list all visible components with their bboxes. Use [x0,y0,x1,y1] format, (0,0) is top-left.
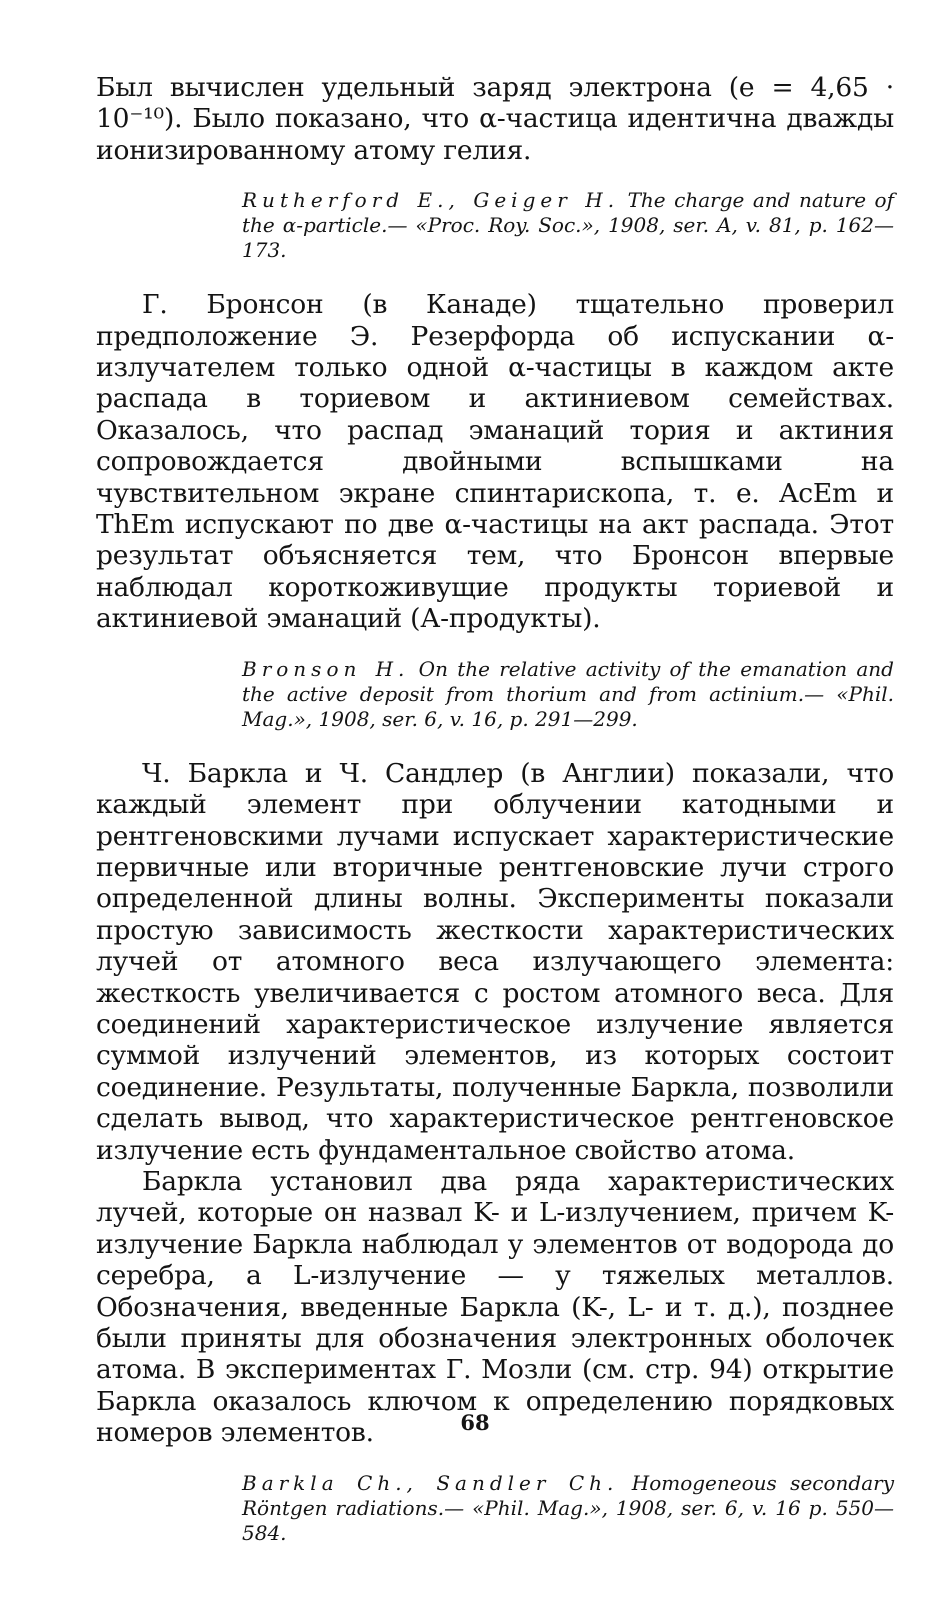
paragraph-2: Г. Бронсон (в Канаде) тщательно проверил предположение Э. Резерфорда об испускании α-излучателем только одной α-частицы в каждом акте распада в ториевом и актиниевом семействах. Оказалось, что распад эманаций тория и актиния сопровождается двойными вспышками на чувствительном экране спинтарископа, т. е. AcEm и ThEm испускают по две α-частицы на акт распада. Этот результат объясняется тем, что Бронсон впервые наблюдал короткоживущие продукты ториевой и актиниевой эманаций (А-продукты). [96,289,894,635]
reference-rutherford [242,188,894,263]
reference-text: The charge and nature of the α-particle.— «Proc. Roy. Soc.», 1908, ser. A, v. 81, p. 162—173. [242,188,894,263]
paragraph-4: Баркла установил два ряда характеристических лучей, которые он назвал K- и L-излучением, причем K-излучение Баркла наблюдал у элементов от водорода до серебра, а L-излучение — у тяжелых металлов. Обозначения, введенные Баркла (K-, L- и т. д.), позднее были приняты для обозначения электронных оболочек атома. В экспериментах Г. Мозли (см. стр. 94) открытие Баркла оказалось ключом к определению порядковых номеров элементов. [96,1165,894,1449]
reference-bronson [242,657,894,732]
reference-barkla [242,1471,894,1546]
reference-author: Barkla Ch., Sandler Ch. [242,1470,619,1495]
page-number: 68 [460,1410,490,1435]
reference-text: Homogeneous secondary Röntgen radiations.— «Phil. Mag.», 1908, ser. 6, v. 16 p. 550—584. [242,1470,894,1545]
reference-author: Rutherford E., Geiger H. [242,188,620,213]
reference-author: Bronson H. [242,656,410,681]
page-body [96,72,894,1546]
paragraph-3: Ч. Баркла и Ч. Сандлер (в Англии) показали, что каждый элемент при облучении катодными и рентгеновскими лучами испускает характеристические первичные или вторичные рентгеновские лучи строго определенной длины волны. Эксперименты показали простую зависимость жесткости характеристических лучей от атомного веса излучающего элемента: жесткость увеличивается с ростом атомного веса. Для соединений характеристическое излучение является суммой излучений элементов, из которых состоит соединение. Результаты, полученные Баркла, позволили сделать вывод, что характеристическое рентгеновское излучение есть фундаментальное свойство атома. [96,757,894,1166]
paragraph-1: Был вычислен удельный заряд электрона (e = 4,65 · 10⁻¹⁰). Было показано, что α-частица идентична дважды ионизированному атому гелия. [96,72,894,166]
reference-text: On the relative activity of the emanation and the active deposit from thorium and from actinium.— «Phil. Mag.», 1908, ser. 6, v. 16, p. 291—299. [242,656,894,731]
